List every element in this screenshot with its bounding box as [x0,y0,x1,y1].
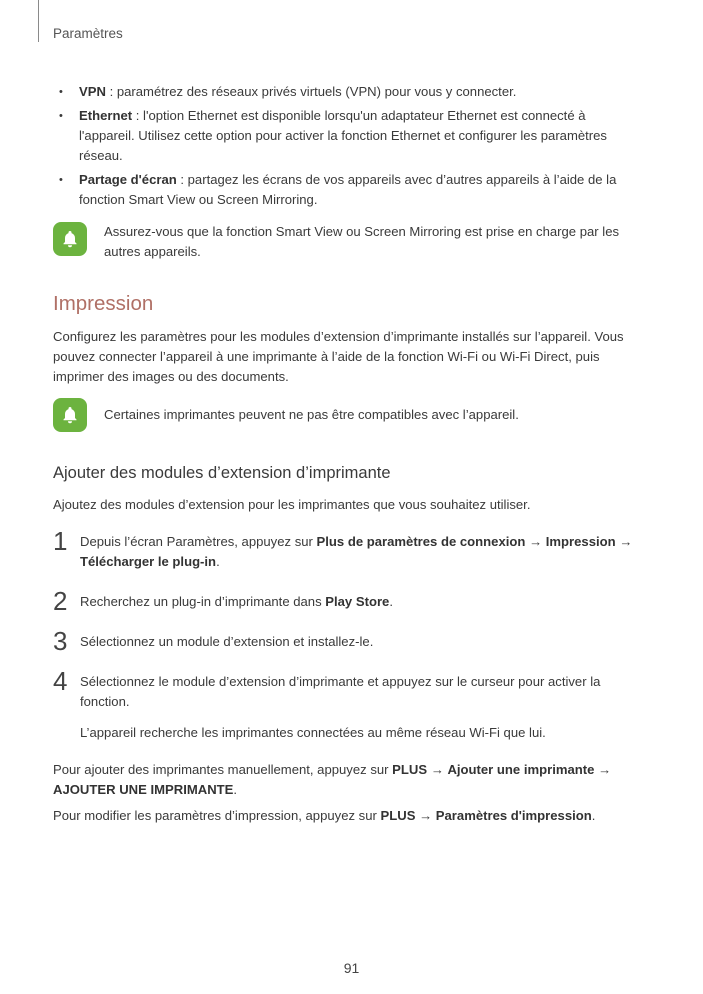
note-text: Certaines imprimantes peuvent ne pas être compatibles avec l’appareil. [104,407,519,422]
paragraph-pre: Pour modifier les paramètres d’impression, appuyez sur [53,808,381,823]
paragraph-bold: Ajouter une imprimante [447,762,595,777]
step-text: Sélectionnez un module d’extension et installez-le. [80,634,374,649]
bell-icon [53,398,87,432]
paragraph-bold: Paramètres d'impression [435,808,592,823]
modify-settings-paragraph [53,806,643,826]
bell-icon [53,222,87,256]
step-1 [53,526,653,572]
step-note: L’appareil recherche les imprimantes connectées au même réseau Wi-Fi que lui. [80,725,546,740]
bullet-dot: • [59,110,63,122]
list-item [57,82,632,102]
step-text [80,592,653,612]
list-item [57,106,632,166]
page-header: Paramètres [53,26,123,41]
manual-add-paragraph [53,760,643,800]
page-number: 91 [343,960,360,976]
note-box [53,222,653,262]
paragraph-bold: PLUS [392,762,428,777]
step-number: 1 [53,526,68,556]
step-number: 3 [53,626,68,656]
bullet-term: VPN [79,84,106,99]
bullet-term: Ethernet [79,108,133,123]
arrow: → [525,534,546,549]
paragraph-post: . [591,808,596,823]
bullet-text: : partagez les écrans de vos appareils avec d’autres appareils à l’aide de la fonction Smart View ou Screen Mirroring. [79,172,617,207]
step-bold: Impression [545,534,616,549]
arrow: → [415,808,436,823]
paragraph-bold: AJOUTER UNE IMPRIMANTE [53,782,234,797]
step-bold: Plus de paramètres de connexion [316,534,526,549]
step-4 [53,666,653,743]
note-text: Assurez-vous que la fonction Smart View ou Screen Mirroring est prise en charge par les autres appareils. [104,224,620,259]
step-text-pre: Recherchez un plug-in d’imprimante dans [80,594,326,609]
paragraph-post: . [233,782,238,797]
step-text-pre: Depuis l’écran Paramètres, appuyez sur [80,534,317,549]
arrow: → [427,762,448,777]
header-rule [38,0,39,42]
step-2 [53,586,653,616]
list-item [57,170,632,210]
bullet-term: Partage d'écran [79,172,177,187]
paragraph-pre: Pour ajouter des imprimantes manuellement, appuyez sur [53,762,393,777]
arrow: → [594,762,612,777]
step-bold: Play Store [325,594,390,609]
subsection-intro: Ajoutez des modules d’extension pour les imprimantes que vous souhaitez utiliser. [53,497,531,512]
step-text: Sélectionnez le module d’extension d’imprimante et appuyez sur le curseur pour activer la fonction. [80,674,601,709]
bullet-dot: • [59,86,63,98]
bullet-text: : paramétrez des réseaux privés virtuels (VPN) pour vous y connecter. [105,84,517,99]
arrow: → [615,534,633,549]
step-text [80,532,653,572]
step-bold: Télécharger le plug-in [80,554,217,569]
paragraph-bold: PLUS [380,808,416,823]
bullet-dot: • [59,174,63,186]
step-number: 4 [53,666,68,696]
note-box [53,398,653,425]
subsection-title: Ajouter des modules d’extension d’imprimante [53,464,391,482]
section-title: Impression [53,292,154,315]
section-intro: Configurez les paramètres pour les modules d’extension d’imprimante installés sur l’appareil. Vous pouvez connecter l’appareil à une imprimante à l’aide de la fonction Wi-Fi ou Wi-Fi Direct, puis imprimer des images ou des documents. [53,329,624,384]
step-text-post: . [389,594,393,609]
step-3 [53,626,653,656]
bullet-list [57,82,632,214]
step-number: 2 [53,586,68,616]
bullet-text: : l'option Ethernet est disponible lorsqu'un adaptateur Ethernet est connecté à l'appareil. Utilisez cette option pour activer la fonction Ethernet et configurer les paramètres réseau. [79,108,607,163]
step-text-post: . [216,554,220,569]
